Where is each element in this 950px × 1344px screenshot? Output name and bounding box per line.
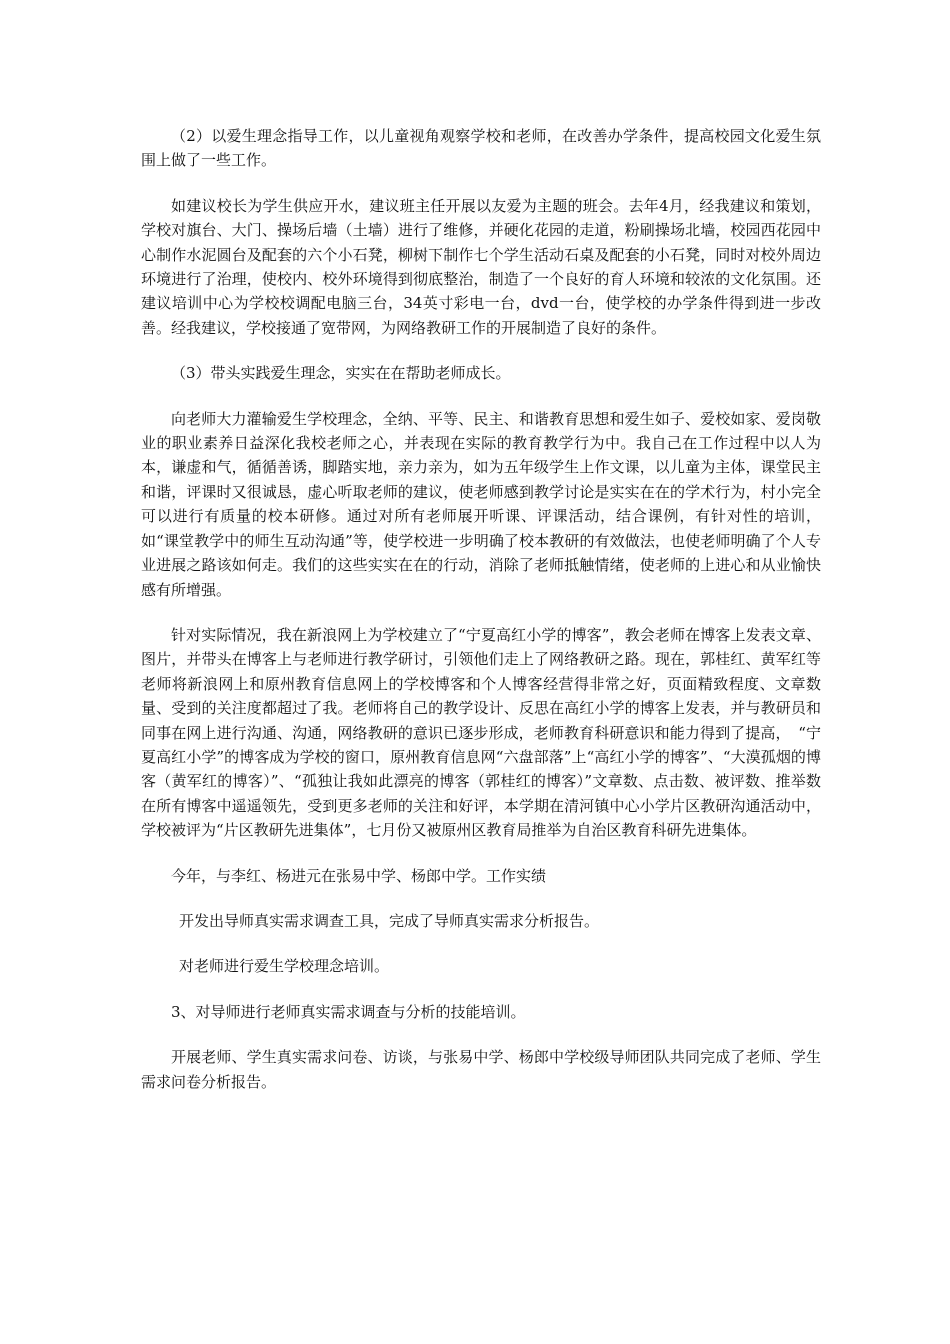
paragraph-training: 对老师进行爱生学校理念培训。 xyxy=(179,957,390,976)
paragraph-blog-research: 针对实际情况，我在新浪网上为学校建立了“宁夏高红小学的博客”，教会老师在博客上发表文章、图片，并带头在博客上与老师进行教学研讨，引领他们走上了网络教研之路。现在，郭桂红、黄军红等老师将新浪网上和原州教育信息网上的学校博客和个人博客经营得非常之好，页面精致程度、文章数量、受到的关注度都超过了我。老师将自己的教学设计、反思在高红小学的博客上发表，并与教研员和同事在网上进行沟通、沟通，网络教研的意识已逐步形成，老师教育科研意识和能力得到了提高， “宁夏高红小学”的博客成为学校的窗口，原州教育信息网“六盘部落”上“高红小学的博客”、“大漠孤烟的博客（黄军红的博客）”、“孤独让我如此漂亮的博客（郭桂红的博客）”文章数、点击数、被评数、推举数在所有博客中遥遥领先，受到更多老师的关注和好评，本学期在清河镇中心小学片区教研沟通活动中，学校被评为“片区教研先进集体”，七月份又被原州区教育局推举为自治区教育科研先进集体。 xyxy=(141,625,821,840)
paragraph-campus-improvements: 如建议校长为学生供应开水，建议班主任开展以友爱为主题的班会。去年4月，经我建议和策划，学校对旗台、大门、操场后墙（土墙）进行了维修，并硬化花园的走道，粉刷操场北墙，校园西花园中心制作水泥圆台及配套的六个小石凳，柳树下制作七个学生活动石桌及配套的小石凳，同时对校外周边环境进行了治理，使校内、校外环境得到彻底整治，制造了一个良好的育人环境和较浓的文化氛围。还建议培训中心为学校校调配电脑三台，34英寸彩电一台，dvd一台，使学校的办学条件得到进一步改善。经我建议，学校接通了宽带网，为网络教研工作的开展制造了良好的条件。 xyxy=(141,196,821,337)
paragraph-survey-tool: 开发出导师真实需求调查工具，完成了导师真实需求分析报告。 xyxy=(179,911,600,930)
paragraph-section-2-heading: （2）以爱生理念指导工作，以儿童视角观察学校和老师，在改善办学条件，提高校园文化爱生氛围上做了一些工作。 xyxy=(141,127,821,170)
document-body xyxy=(141,124,821,1115)
paragraph-this-year: 今年，与李红、杨进元在张易中学、杨郎中学。工作实绩 xyxy=(171,866,547,885)
paragraph-teacher-philosophy: 向老师大力灌输爱生学校理念，全纳、平等、民主、和谐教育思想和爱生如子、爱校如家、爱岗敬业的职业素养日益深化我校老师之心，并表现在实际的教育教学行为中。我自己在工作过程中以人为本，谦虚和气，循循善诱，脚踏实地，亲力亲为，如为五年级学生上作文课，以儿童为主体，课堂民主和谐，评课时又很诚恳，虚心听取老师的建议，使老师感到教学讨论是实实在在的学术行为，村小完全可以进行有质量的校本研修。通过对所有老师展开听课、评课活动，结合课例，有针对性的培训，如“课堂教学中的师生互动沟通”等，使学校进一步明确了校本教研的有效做法，也使老师明确了个人专业进展之路该如何走。我们的这些实实在在的行动，消除了老师抵触情绪，使老师的上进心和从业愉快感有所增强。 xyxy=(141,409,821,599)
paragraph-item-3: 3、对导师进行老师真实需求调查与分析的技能培训。 xyxy=(171,1002,526,1021)
paragraph-section-3-heading: （3）带头实践爱生理念，实实在在帮助老师成长。 xyxy=(171,364,511,383)
paragraph-questionnaire: 开展老师、学生真实需求问卷、访谈，与张易中学、杨郎中学校级导师团队共同完成了老师、学生需求问卷分析报告。 xyxy=(141,1048,821,1091)
